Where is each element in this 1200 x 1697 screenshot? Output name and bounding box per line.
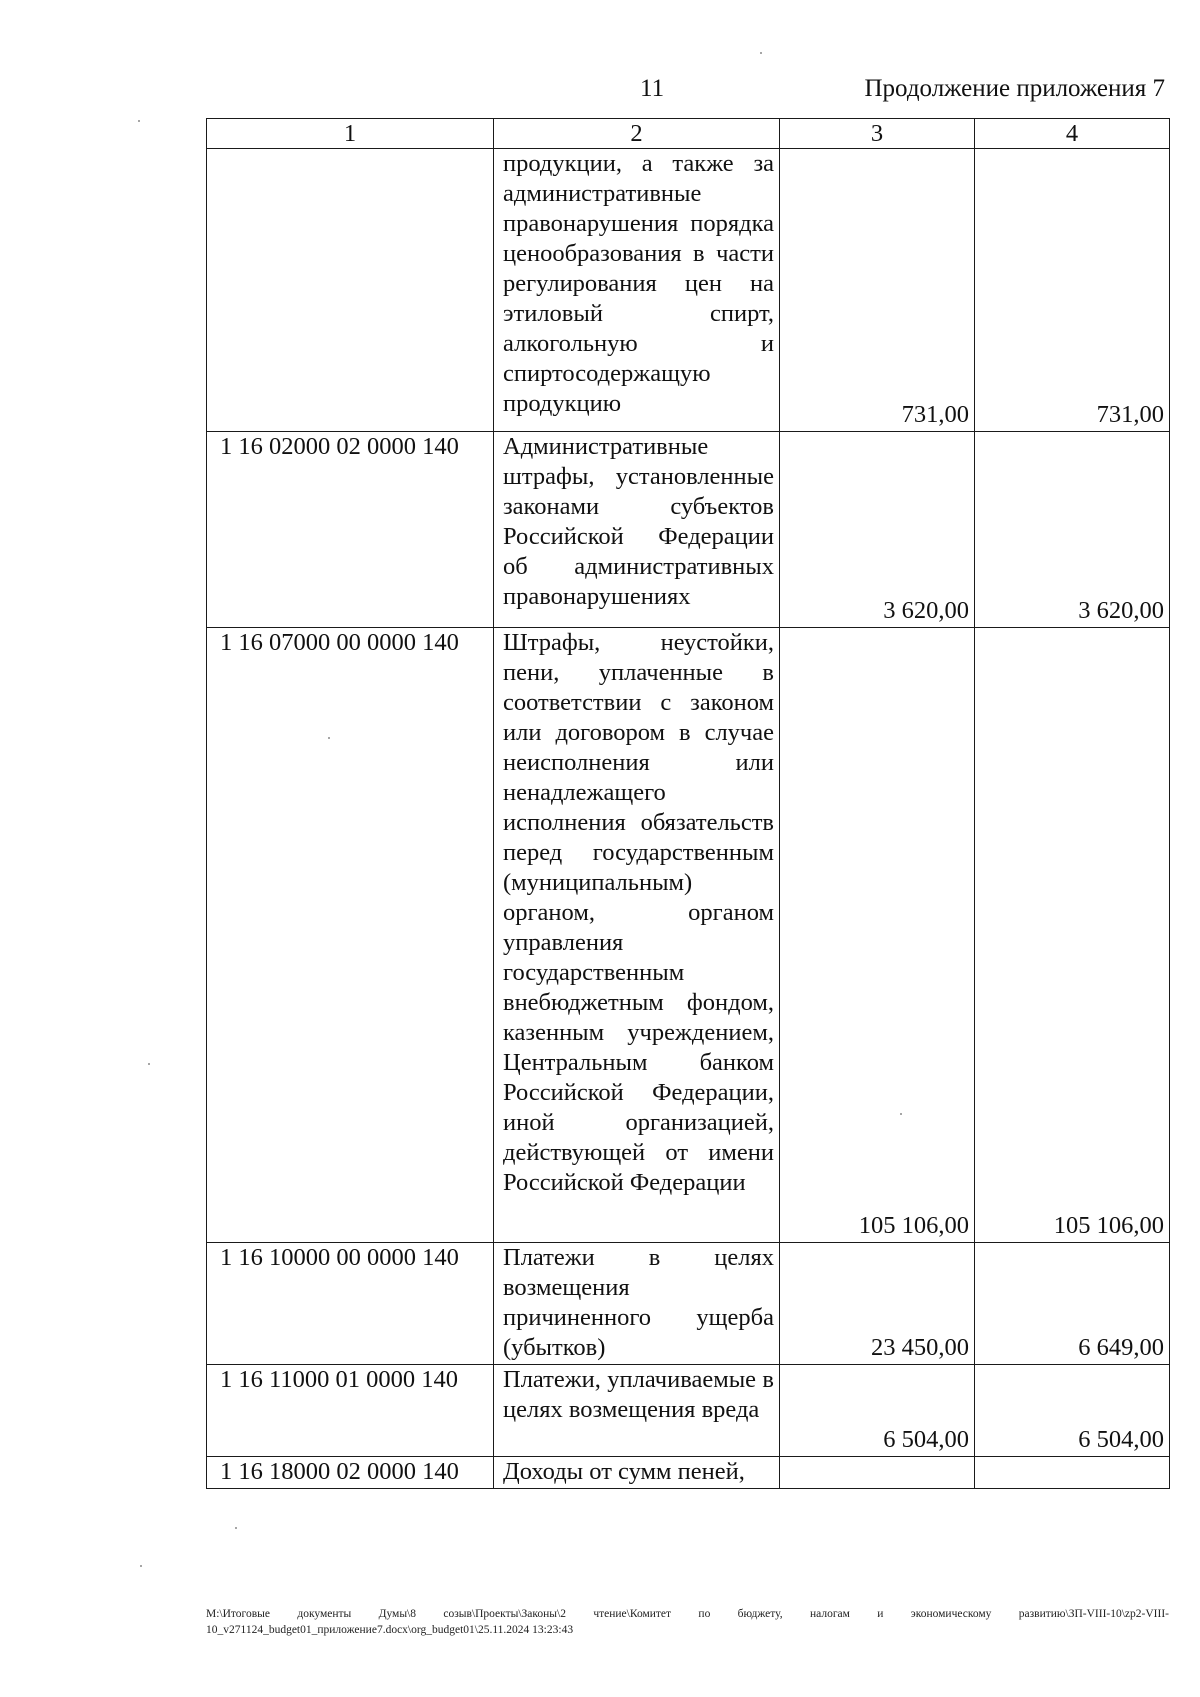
column-header-1: 1 bbox=[207, 119, 494, 149]
table-header-row bbox=[207, 119, 1170, 149]
classification-code: 1 16 11000 01 0000 140 bbox=[207, 1365, 494, 1457]
amount-col3: 3 620,00 bbox=[780, 432, 975, 628]
amount-col3: 6 504,00 bbox=[780, 1365, 975, 1457]
income-description: Штрафы, неустойки, пени, уплаченные в соответствии с законом или договором в случае неисполнения или ненадлежащего исполнения обязательств перед государственным (муниципальным) органом, органом управления государственным внебюджетным фондом, казенным учреждением, Центральным банком Российской Федерации, иной организацией, действующей от имени Российской Федерации bbox=[494, 628, 780, 1243]
income-description: Доходы от сумм пеней, bbox=[494, 1457, 780, 1489]
amount-col3: 731,00 bbox=[780, 149, 975, 432]
scan-speck bbox=[760, 52, 762, 54]
amount-col4: 731,00 bbox=[975, 149, 1170, 432]
amount-col4 bbox=[975, 1457, 1170, 1489]
amount-col4: 6 649,00 bbox=[975, 1243, 1170, 1365]
table-row bbox=[207, 1457, 1170, 1489]
income-description: Административные штрафы, установленные законами субъектов Российской Федерации об административных правонарушениях bbox=[494, 432, 780, 628]
scan-speck bbox=[140, 1565, 142, 1567]
table-row bbox=[207, 1365, 1170, 1457]
classification-code bbox=[207, 149, 494, 432]
amount-col4: 6 504,00 bbox=[975, 1365, 1170, 1457]
amount-col4: 105 106,00 bbox=[975, 628, 1170, 1243]
scan-speck bbox=[148, 1063, 150, 1065]
table-row bbox=[207, 432, 1170, 628]
column-header-2: 2 bbox=[494, 119, 780, 149]
classification-code: 1 16 10000 00 0000 140 bbox=[207, 1243, 494, 1365]
scan-speck bbox=[328, 737, 330, 739]
scan-speck bbox=[900, 1113, 902, 1115]
income-description: Платежи, уплачиваемые в целях возмещения вреда bbox=[494, 1365, 780, 1457]
column-header-4: 4 bbox=[975, 119, 1170, 149]
document-file-path: M:\Итоговые документы Думы\8 созыв\Проекты\Законы\2 чтение\Комитет по бюджету, налогам и экономическому развитию\ЗП-VIII-10\zp2-VIII-10_v271124_budget01_приложение7.docx\org_budget01\25.11.2024 13:23:43 bbox=[206, 1608, 1169, 1636]
amount-col3: 23 450,00 bbox=[780, 1243, 975, 1365]
appendix-continuation-label: Продолжение приложения 7 bbox=[864, 75, 1165, 102]
income-description: Платежи в целях возмещения причиненного ущерба (убытков) bbox=[494, 1243, 780, 1365]
classification-code: 1 16 18000 02 0000 140 bbox=[207, 1457, 494, 1489]
budget-table bbox=[206, 118, 1170, 1489]
table-row bbox=[207, 1243, 1170, 1365]
amount-col3 bbox=[780, 1457, 975, 1489]
classification-code: 1 16 07000 00 0000 140 bbox=[207, 628, 494, 1243]
column-header-3: 3 bbox=[780, 119, 975, 149]
table-row bbox=[207, 628, 1170, 1243]
income-description: продукции, а также за административные правонарушения порядка ценообразования в части регулирования цен на этиловый спирт, алкогольную и спиртосодержащую продукцию bbox=[494, 149, 780, 432]
scan-speck bbox=[138, 120, 140, 122]
table-row bbox=[207, 149, 1170, 432]
classification-code: 1 16 02000 02 0000 140 bbox=[207, 432, 494, 628]
amount-col3: 105 106,00 bbox=[780, 628, 975, 1243]
amount-col4: 3 620,00 bbox=[975, 432, 1170, 628]
page-number: 11 bbox=[640, 75, 665, 102]
scan-speck bbox=[235, 1527, 237, 1529]
